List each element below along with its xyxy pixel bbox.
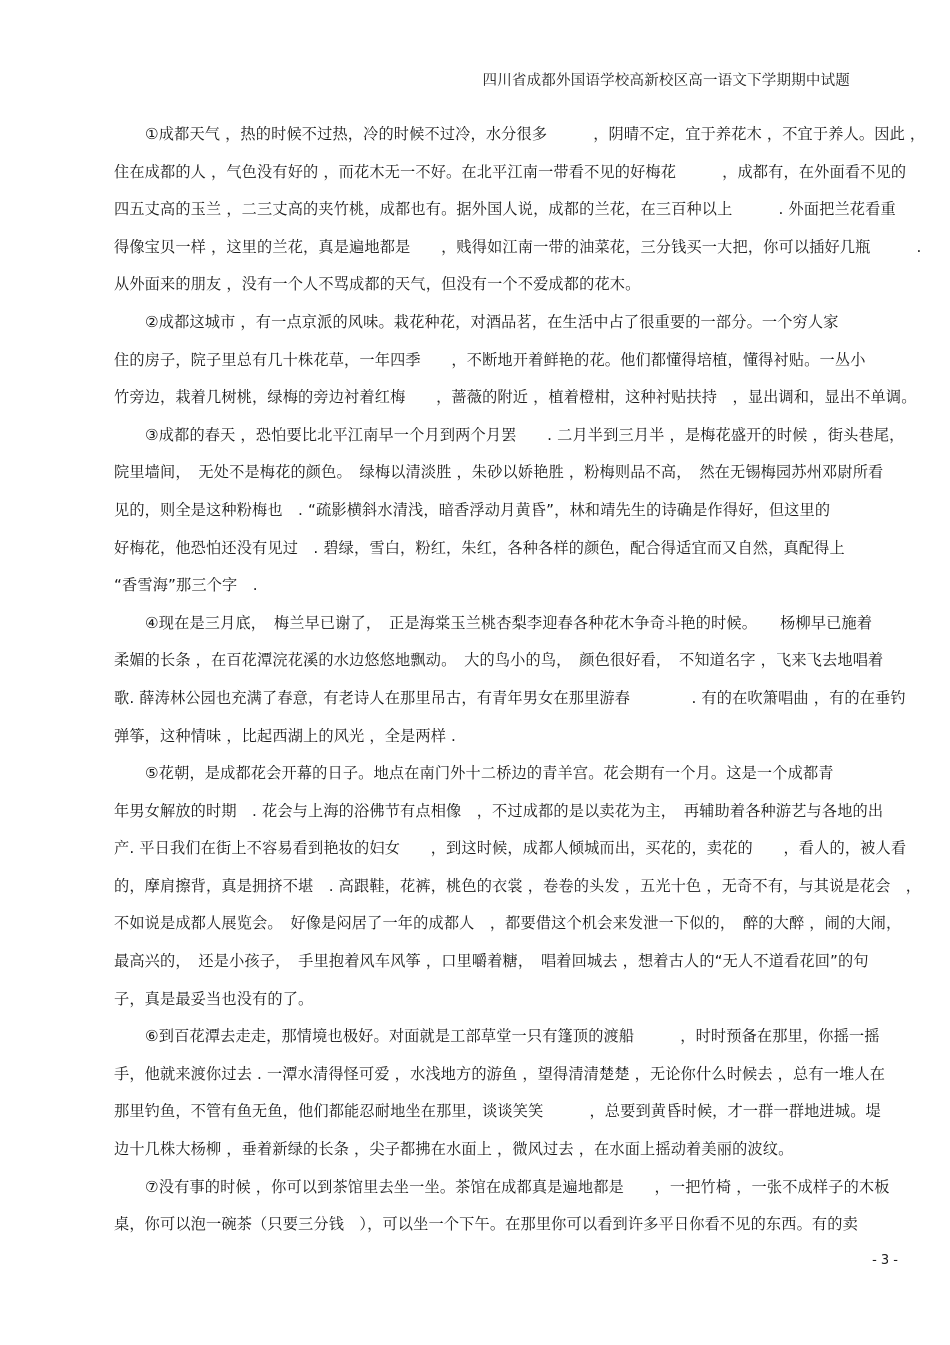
paragraph-line: 住的房子，院子里总有几十株花草，一年四季 ，不断地开着鲜艳的花。他们都懂得培植，懂得衬贴。一丛小 [114, 350, 866, 369]
paragraph-line: 不如说是成都人展览会。 好像是闷居了一年的成都人 ，都要借这个机会来发泄一下似的， 醉的大醉 ，闹的大闹， [114, 914, 902, 933]
paragraph-line: ④现在是三月底， 梅兰早已谢了， 正是海棠玉兰桃杏梨李迎春各种花木争奇斗艳的时候。 杨柳早已施着 [145, 613, 873, 632]
paragraph-line: 见的，则全是这种粉梅也 . “疏影横斜水清浅，暗香浮动月黄昏”，林和靖先生的诗确是作得好，但这里的 [114, 500, 831, 519]
paragraph-line: ⑤花朝，是成都花会开幕的日子。地点在南门外十二桥边的青羊宫。花会期有一个月。这是一个成都青 [145, 764, 834, 783]
paragraph-line: 产. 平日我们在街上不容易看到艳妆的妇女 ，到这时候，成都人倾城而出，买花的，卖花的 ，看人的，被人看 [114, 839, 907, 858]
paragraph-line: 歌. 薛涛林公园也充满了春意，有老诗人在那里吊古，有青年男女在那里游春 . 有的在吹箫唱曲 ，有的在垂钓 [114, 688, 906, 707]
paragraph-line: 弹筝，这种情味 ，比起西湖上的风光 ，全是两样 . [114, 726, 456, 745]
paragraph-line: 那里钓鱼，不管有鱼无鱼，他们都能忍耐地坐在那里，谈谈笑笑 ，总要到黄昏时候，才一群一群地进城。堤 [114, 1102, 881, 1121]
paragraph-5 [114, 763, 922, 1026]
paragraph-line: ②成都这城市 ，有一点京派的风味。栽花种花，对酒品茗，在生活中占了很重要的一部分。一个穷人家 [145, 312, 839, 331]
document-header-title: 四川省成都外国语学校高新校区高一语文下学期期中试题 [482, 73, 850, 89]
paragraph-line: ①成都天气 ，热的时候不过热，冷的时候不过冷，水分很多 ，阴晴不定，宜于养花木 ，不宜于养人。因此 ， [145, 125, 926, 143]
paragraph-line: 桌，你可以泡一碗茶（只要三分钱 ），可以坐一个下午。在那里你可以看到许多平日你看不见的东西。有的卖 [114, 1215, 858, 1234]
paragraph-line: 竹旁边，栽着几树桃，绿梅的旁边衬着红梅 ，蔷薇的附近 ，植着橙柑，这种衬贴扶持 ，显出调和，显出不单调。 [114, 388, 917, 407]
paragraph-line: 子，真是最妥当也没有的了。 [114, 989, 314, 1008]
paragraph-line: 最高兴的， 还是小孩子， 手里抱着风车风筝 ，口里嚼着糖， 唱着回城去 ，想着古人的“无人不道看花回”的句 [114, 952, 869, 971]
paragraph-line: “香雪海”那三个字 . [114, 576, 258, 595]
article-body [114, 124, 926, 1252]
paragraph-line: 年男女解放的时期 . 花会与上海的浴佛节有点相像 ，不过成都的是以卖花为主， 再辅助着各种游艺与各地的出 [114, 801, 884, 820]
paragraph-line: 院里墙间， 无处不是梅花的颜色。 绿梅以清淡胜 ，朱砂以娇艳胜 ，粉梅则品不高， 然在无锡梅园苏州邓尉所看 [114, 463, 884, 482]
paragraph-line: 四五丈高的玉兰 ，二三丈高的夹竹桃，成都也有。据外国人说，成都的兰花，在三百种以上 . 外面把兰花看重 [114, 200, 896, 219]
paragraph-4 [114, 613, 906, 763]
paragraph-1 [114, 124, 926, 312]
paragraph-line: ③成都的春天 ，恐怕要比北平江南早一个月到两个月罢 . 二月半到三月半 ，是梅花盛开的时候 ，街头巷尾， [145, 425, 905, 444]
paragraph-line: 柔媚的长条 ，在百花潭浣花溪的水边悠悠地飘动。 大的鸟小的鸟， 颜色很好看， 不知道名字 ，飞来飞去地唱着 [114, 651, 884, 670]
paragraph-line: 从外面来的朋友 ，没有一个人不骂成都的天气，但没有一个不爱成都的花木。 [114, 275, 641, 294]
paragraph-7 [114, 1177, 894, 1252]
paragraph-line: ⑦没有事的时候 ，你可以到茶馆里去坐一坐。茶馆在成都真是遍地都是 ，一把竹椅 ，一张不成样子的木板 [145, 1177, 890, 1196]
paragraph-line: 手，他就来渡你过去 . 一潭水清得怪可爱 ，水浅地方的游鱼 ，望得清清楚楚 ，无论你什么时候去 ，总有一堆人在 [114, 1064, 886, 1083]
paragraph-line: 边十几株大杨柳 ，垂着新绿的长条 ，尖子都拂在水面上 ，微风过去 ，在水面上摇动着美丽的波纹。 [114, 1140, 794, 1159]
paragraph-line: 的，摩肩擦背，真是拥挤不堪 . 高跟鞋，花裤，桃色的衣裳 ，卷卷的头发 ，五光十色 ，无奇不有，与其说是花会 ， [114, 876, 922, 895]
paragraph-3 [114, 425, 905, 613]
paragraph-6 [114, 1026, 894, 1176]
paragraph-line: 好梅花，他恐怕还没有见过 . 碧绿，雪白，粉红，朱红，各种各样的颜色，配合得适宜而又自然，真配得上 [114, 538, 845, 557]
paragraph-line: 得像宝贝一样 ，这里的兰花，真是遍地都是 ，贱得如江南一带的油菜花，三分钱买一大把，你可以插好几瓶 . [114, 237, 922, 256]
paragraph-2 [114, 312, 917, 425]
paragraph-line: 住在成都的人 ，气色没有好的 ，而花木无一不好。在北平江南一带看不见的好梅花 ，成都有，在外面看不见的 [114, 162, 907, 181]
paragraph-line: ⑥到百花潭去走走，那情境也极好。对面就是工部草堂一只有篷顶的渡船 ，时时预备在那里，你摇一摇 [145, 1027, 880, 1046]
page-number: - 3 - [872, 1253, 898, 1268]
